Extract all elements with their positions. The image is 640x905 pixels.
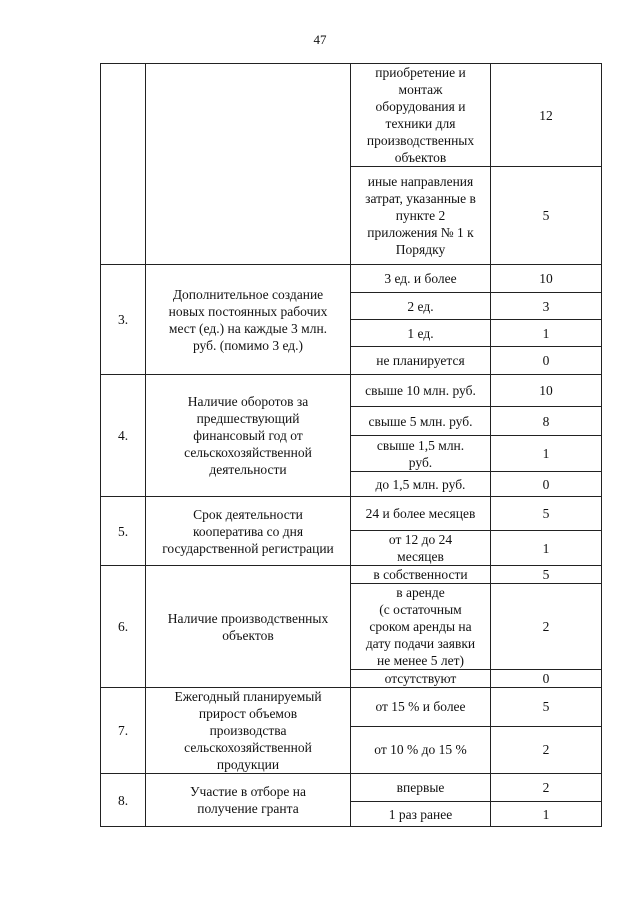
- criterion-option: иные направления затрат, указанные в пункте 2 приложения № 1 к Порядку: [351, 167, 491, 265]
- criterion-option: свыше 1,5 млн. руб.: [351, 436, 491, 472]
- criterion-number: [101, 64, 146, 265]
- criterion-option: впервые: [351, 774, 491, 802]
- table-row: [101, 774, 602, 802]
- criterion-option: в собственности: [351, 566, 491, 584]
- option-points: 5: [491, 497, 602, 531]
- option-points: 3: [491, 293, 602, 320]
- option-points: 10: [491, 375, 602, 407]
- criterion-name: Наличие производственных объектов: [146, 566, 351, 688]
- criterion-option: отсутствуют: [351, 670, 491, 688]
- criterion-option: приобретение и монтаж оборудования и техники для производственных объектов: [351, 64, 491, 167]
- criterion-option: не планируется: [351, 347, 491, 375]
- criterion-option: свыше 5 млн. руб.: [351, 407, 491, 436]
- criterion-number: 6.: [101, 566, 146, 688]
- criterion-name: Срок деятельности кооператива со дня государственной регистрации: [146, 497, 351, 566]
- criterion-number: 7.: [101, 688, 146, 774]
- criterion-number: 4.: [101, 375, 146, 497]
- criterion-option: 3 ед. и более: [351, 265, 491, 293]
- option-points: 8: [491, 407, 602, 436]
- option-points: 12: [491, 64, 602, 167]
- option-points: 5: [491, 566, 602, 584]
- option-points: 5: [491, 167, 602, 265]
- option-points: 2: [491, 774, 602, 802]
- option-points: 0: [491, 472, 602, 497]
- page-number: 47: [313, 32, 327, 47]
- option-points: 2: [491, 584, 602, 670]
- criterion-name: Участие в отборе на получение гранта: [146, 774, 351, 827]
- table-row: [101, 566, 602, 584]
- option-points: 0: [491, 670, 602, 688]
- criterion-option: от 10 % до 15 %: [351, 726, 491, 773]
- criterion-name: Ежегодный планируемый прирост объемов производства сельскохозяйственной продукции: [146, 688, 351, 774]
- option-points: 10: [491, 265, 602, 293]
- criterion-name: Дополнительное создание новых постоянных рабочих мест (ед.) на каждые 3 млн. руб. (помимо 3 ед.): [146, 265, 351, 375]
- criterion-option: до 1,5 млн. руб.: [351, 472, 491, 497]
- option-points: 5: [491, 688, 602, 727]
- criterion-option: 1 раз ранее: [351, 802, 491, 827]
- criterion-number: 8.: [101, 774, 146, 827]
- criterion-name: [146, 64, 351, 265]
- table-row: [101, 375, 602, 407]
- criterion-option: 2 ед.: [351, 293, 491, 320]
- criterion-option: от 12 до 24 месяцев: [351, 531, 491, 566]
- option-points: 1: [491, 531, 602, 566]
- criterion-number: 5.: [101, 497, 146, 566]
- option-points: 1: [491, 802, 602, 827]
- option-points: 0: [491, 347, 602, 375]
- table-row: [101, 497, 602, 531]
- table-row: [101, 265, 602, 293]
- criteria-table-body: [101, 64, 602, 827]
- criterion-number: 3.: [101, 265, 146, 375]
- criterion-option: в аренде (с остаточным сроком аренды на дату подачи заявки не менее 5 лет): [351, 584, 491, 670]
- option-points: 2: [491, 726, 602, 773]
- criterion-option: 24 и более месяцев: [351, 497, 491, 531]
- option-points: 1: [491, 320, 602, 347]
- option-points: 1: [491, 436, 602, 472]
- criteria-table: [100, 63, 602, 827]
- criterion-option: 1 ед.: [351, 320, 491, 347]
- criterion-name: Наличие оборотов за предшествующий финансовый год от сельскохозяйственной деятельности: [146, 375, 351, 497]
- table-row: [101, 64, 602, 167]
- criterion-option: от 15 % и более: [351, 688, 491, 727]
- table-row: [101, 688, 602, 727]
- criterion-option: свыше 10 млн. руб.: [351, 375, 491, 407]
